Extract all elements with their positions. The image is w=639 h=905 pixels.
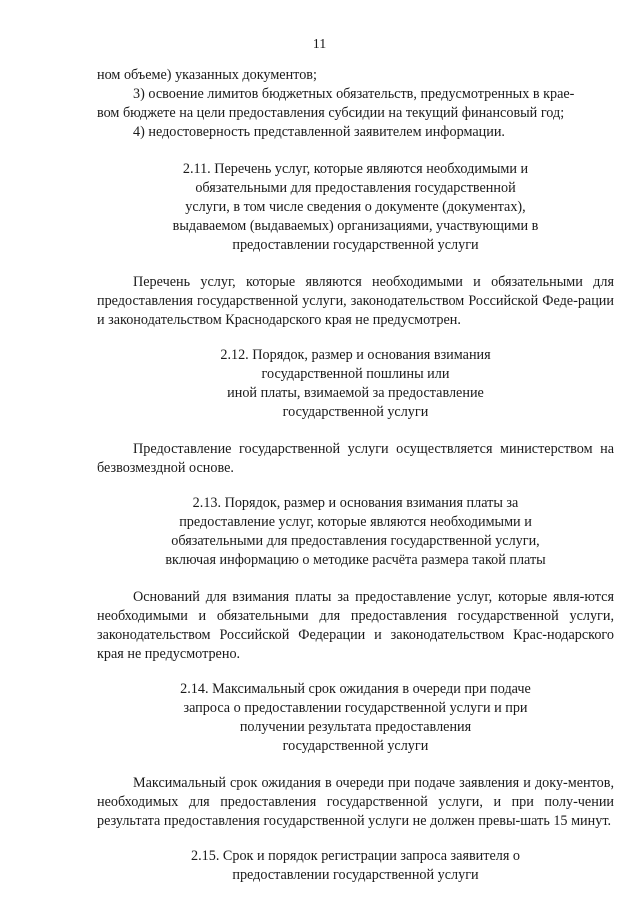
section-2-15-heading [97, 847, 614, 885]
heading-line: государственной пошлины или [261, 366, 450, 382]
heading-line: включая информацию о методике расчёта размера такой платы [165, 552, 546, 568]
heading-line: предоставление услуг, которые являются необходимыми и [179, 514, 532, 530]
heading-line: государственной услуги [282, 738, 429, 754]
heading-line: обязательными для предоставления государственной [195, 180, 516, 196]
section-2-14-heading [97, 680, 614, 756]
heading-line: 2.15. Срок и порядок регистрации запроса заявителя о [190, 848, 521, 864]
section-2-11-body: Перечень услуг, которые являются необходимыми и обязательными для предоставления государственной услуги, законодательством Российской Феде-рации и законодательством Краснодарского края не предусмотрен. [97, 274, 614, 328]
heading-line: обязательными для предоставления государственной услуги, [171, 533, 540, 549]
heading-line: предоставлении государственной услуги [232, 237, 479, 253]
heading-line: запроса о предоставлении государственной услуги и при [183, 700, 528, 716]
heading-line: предоставлении государственной услуги [232, 867, 479, 883]
heading-line: выдаваемом (выдаваемых) организациями, участвующими в [172, 218, 539, 234]
heading-line: 2.14. Максимальный срок ожидания в очереди при подаче [180, 681, 531, 697]
page-number: 11 [312, 37, 327, 52]
section-2-13-heading [97, 494, 614, 570]
intro-line-3: вом бюджете на цели предоставления субсидии на текущий финансовый год; [97, 105, 565, 121]
heading-line: услуги, в том числе сведения о документе (документах), [185, 199, 526, 215]
page-content [97, 66, 614, 885]
section-2-12-body: Предоставление государственной услуги осуществляется министерством на безвозмездной основе. [97, 441, 614, 476]
heading-line: 2.13. Порядок, размер и основания взимания платы за [192, 495, 519, 511]
section-2-13-body: Оснований для взимания платы за предоставление услуг, которые явля-ются необходимыми и обязательными для предоставления государственной услуги, законодательством Российской Федерации и законодательством Крас-нодарского края не предусмотрено. [97, 589, 614, 662]
section-2-11-heading [97, 160, 614, 255]
section-2-12-heading [97, 346, 614, 422]
section-2-14-body: Максимальный срок ожидания в очереди при подаче заявления и доку-ментов, необходимых для предоставления государственной услуги, и при полу-чении результата предоставления государственной услуги не должен превы-шать 15 минут. [97, 775, 614, 829]
heading-line: государственной услуги [282, 404, 429, 420]
intro-line-4: 4) недостоверность представленной заявителем информации. [133, 124, 505, 140]
heading-line: 2.12. Порядок, размер и основания взимания [220, 347, 491, 363]
intro-line-1: ном объеме) указанных документов; [97, 67, 317, 83]
heading-line: получении результата предоставления [239, 719, 472, 735]
heading-line: иной платы, взимаемой за предоставление [227, 385, 484, 401]
heading-line: 2.11. Перечень услуг, которые являются необходимыми и [182, 161, 529, 177]
intro-line-2: 3) освоение лимитов бюджетных обязательств, предусмотренных в крае- [133, 86, 575, 102]
